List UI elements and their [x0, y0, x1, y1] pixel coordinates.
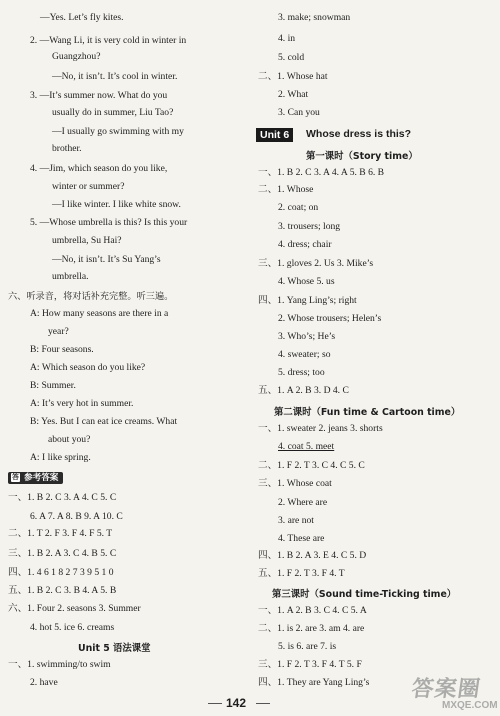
- answer-key-header: [8, 472, 63, 484]
- answer-line: 五、1. B 2. C 3. B 4. A 5. B: [8, 585, 117, 596]
- answer-line: 4. dress; chair: [278, 239, 332, 250]
- text-line: A: Which season do you like?: [30, 362, 146, 373]
- text-line: B: Four seasons.: [30, 344, 94, 355]
- lesson1-title: 第一课时（Story time）: [306, 151, 418, 162]
- answer-line: 2. What: [278, 89, 309, 100]
- answer-line: 四、1. B 2. A 3. E 4. C 5. D: [258, 550, 367, 561]
- answer-line: 4. in: [278, 33, 296, 44]
- answer-line: 五、1. F 2. T 3. F 4. T: [258, 568, 345, 579]
- unit6-badge: Unit 6: [256, 128, 293, 142]
- text-line: —No, it isn’t. It’s cool in winter.: [52, 71, 178, 82]
- lesson3-title: 第三课时（Sound time-Ticking time）: [272, 589, 457, 600]
- answer-line: 4. hot 5. ice 6. creams: [30, 622, 115, 633]
- answer-line: 3. are not: [278, 515, 314, 526]
- answer-line: 三、1. F 2. T 3. F 4. T 5. F: [258, 659, 362, 670]
- answer-line: 3. Can you: [278, 107, 320, 118]
- answer-line: 2. coat; on: [278, 202, 319, 213]
- answer-line: 四、1. 4 6 1 8 2 7 3 9 5 1 0: [8, 567, 114, 578]
- answer-line: 2. have: [30, 677, 58, 688]
- answer-line: 4. coat 5. meet: [278, 441, 335, 452]
- page-number: 142: [226, 696, 247, 710]
- answer-line: 四、1. Yang Ling’s; right: [258, 295, 357, 306]
- answer-line: 一、1. swimming/to swim: [8, 659, 111, 670]
- text-line: winter or summer?: [52, 181, 125, 192]
- answer-line: 六、1. Four 2. seasons 3. Summer: [8, 603, 141, 614]
- text-line: —No, it isn’t. It’s Su Yang’s: [52, 254, 161, 265]
- answer-line: 5. cold: [278, 52, 305, 63]
- answer-line: 一、1. A 2. B 3. C 4. C 5. A: [258, 605, 367, 616]
- answer-line: 四、1. They are Yang Ling’s: [258, 677, 370, 688]
- answer-line: 4. sweater; so: [278, 349, 331, 360]
- answer-line: 二、1. is 2. are 3. am 4. are: [258, 623, 365, 634]
- text-line: 3. —It’s summer now. What do you: [30, 90, 168, 101]
- answer-line: 五、1. A 2. B 3. D 4. C: [258, 385, 349, 396]
- text-line: year?: [48, 326, 69, 337]
- answer-key-label: 参考答案: [24, 473, 59, 483]
- watermark-url: MXQE.COM: [442, 700, 498, 711]
- text-line: A: It’s very hot in summer.: [30, 398, 134, 409]
- lesson2-title: 第二课时（Fun time & Cartoon time）: [274, 407, 461, 418]
- answer-line: 4. Whose 5. us: [278, 276, 335, 287]
- text-line: umbrella, Su Hai?: [52, 235, 122, 246]
- answer-line: 三、1. gloves 2. Us 3. Mike’s: [258, 258, 374, 269]
- answer-key-tag: 答: [12, 473, 19, 481]
- answer-line: 5. dress; too: [278, 367, 325, 378]
- text-line: brother.: [52, 143, 82, 154]
- answer-line: 一、1. B 2. C 3. A 4. C 5. C: [8, 492, 117, 503]
- answer-line: 5. is 6. are 7. is: [278, 641, 337, 652]
- unit6-title: Whose dress is this?: [306, 128, 412, 140]
- page-number-dash-right: [256, 703, 270, 704]
- text-line: B: Yes. But I can eat ice creams. What: [30, 416, 178, 427]
- text-line: B: Summer.: [30, 380, 76, 391]
- text-line: 5. —Whose umbrella is this? Is this your: [30, 217, 188, 228]
- section-heading: 六、听录音，将对话补充完整。听三遍。: [8, 291, 174, 302]
- unit5-grammar-title: Unit 5 语法课堂: [78, 643, 151, 654]
- text-line: 4. —Jim, which season do you like,: [30, 163, 168, 174]
- watermark-text: 答案圈: [409, 677, 483, 702]
- page-number-dash-left: [208, 703, 222, 704]
- answer-line: 二、1. Whose: [258, 184, 314, 195]
- answer-line: 一、1. B 2. C 3. A 4. A 5. B 6. B: [258, 167, 385, 178]
- text-line: —Yes. Let’s fly kites.: [40, 12, 124, 23]
- text-line: umbrella.: [52, 271, 89, 282]
- text-line: —I like winter. I like white snow.: [52, 199, 181, 210]
- answer-line: 3. Who’s; He’s: [278, 331, 336, 342]
- text-line: A: I like spring.: [30, 452, 91, 463]
- answer-line: 三、1. B 2. A 3. C 4. B 5. C: [8, 548, 117, 559]
- text-line: Guangzhou?: [52, 51, 101, 62]
- answer-line: 3. trousers; long: [278, 221, 341, 232]
- answer-line: 一、1. sweater 2. jeans 3. shorts: [258, 423, 383, 434]
- answer-line: 6. A 7. A 8. B 9. A 10. C: [30, 511, 123, 522]
- answer-line: 二、1. F 2. T 3. C 4. C 5. C: [258, 460, 365, 471]
- answer-line: 二、1. T 2. F 3. F 4. F 5. T: [8, 528, 113, 539]
- answer-line: 4. These are: [278, 533, 325, 544]
- text-line: usually do in summer, Liu Tao?: [52, 107, 174, 118]
- watermark-logo: [408, 670, 500, 716]
- answer-line: 二、1. Whose hat: [258, 71, 328, 82]
- answer-line: 3. make; snowman: [278, 12, 351, 23]
- answer-line: 三、1. Whose coat: [258, 478, 332, 489]
- text-line: A: How many seasons are there in a: [30, 308, 169, 319]
- answer-line: 2. Where are: [278, 497, 328, 508]
- text-line: 2. —Wang Li, it is very cold in winter in: [30, 35, 187, 46]
- text-line: about you?: [48, 434, 91, 445]
- answer-line: 2. Whose trousers; Helen’s: [278, 313, 382, 324]
- text-line: —I usually go swimming with my: [52, 126, 184, 137]
